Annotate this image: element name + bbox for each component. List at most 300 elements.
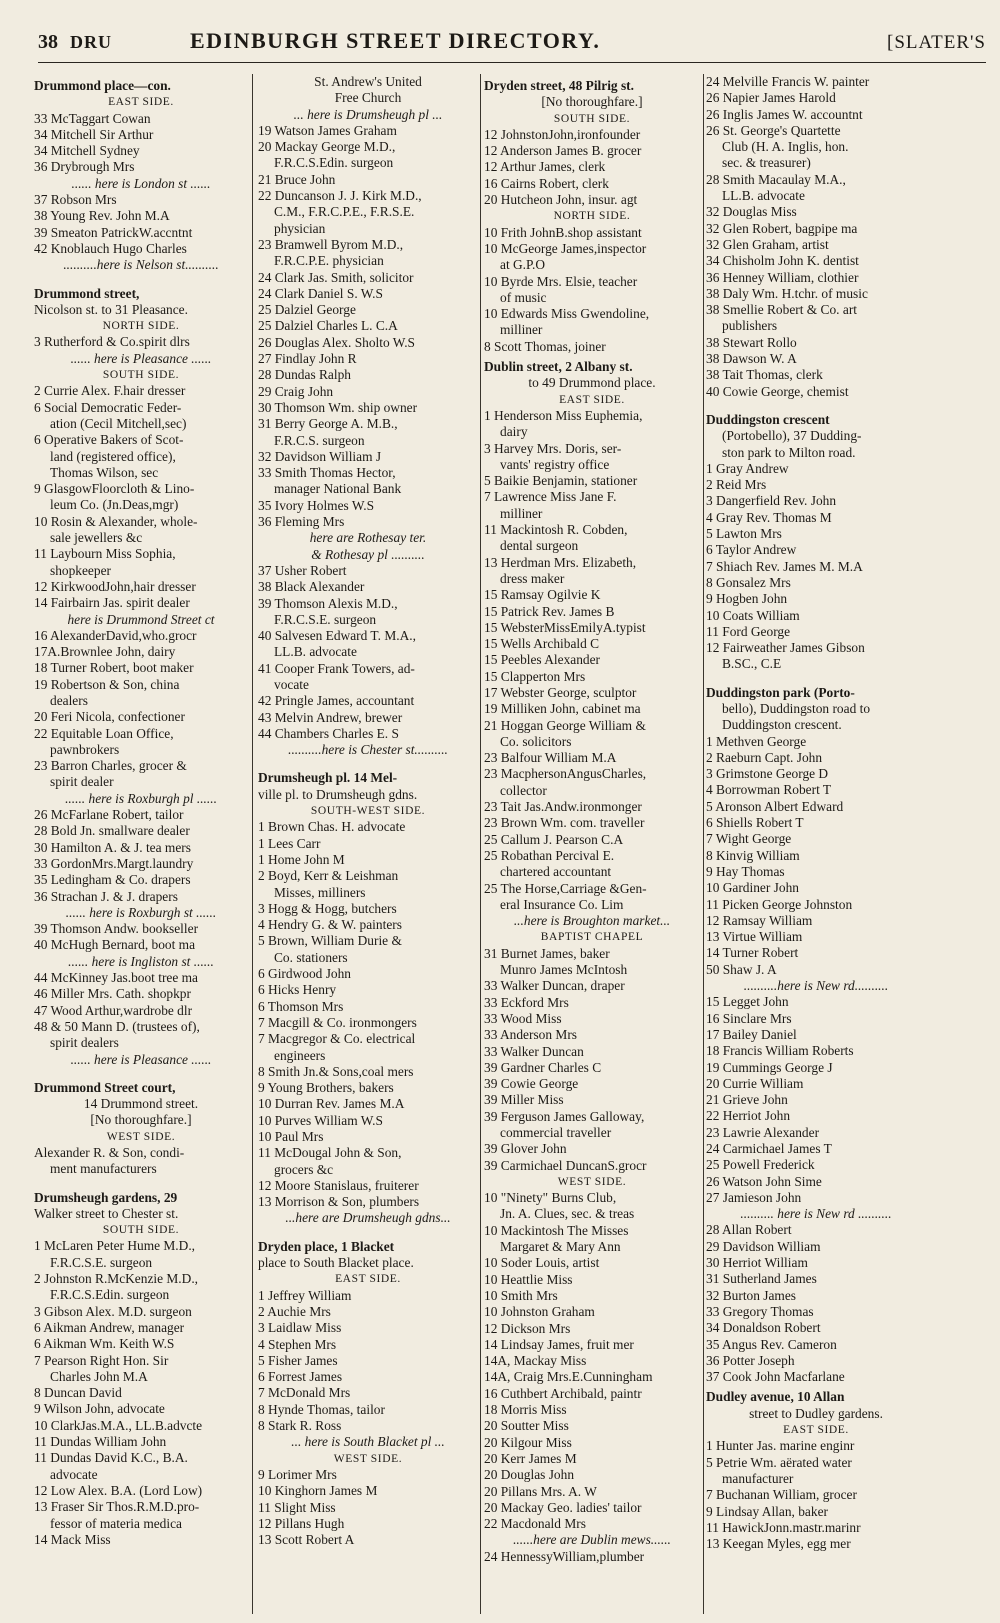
directory-entry: 23 Tait Jas.Andw.ironmonger	[484, 799, 642, 815]
entry-continuation: spirit dealer	[50, 774, 114, 790]
entry-continuation: LL.B. advocate	[722, 188, 805, 204]
directory-entry: 39 Ferguson James Galloway,	[484, 1108, 645, 1124]
directory-entry: 21 Bruce John	[258, 171, 336, 187]
directory-entry: 20 Soutter Miss	[484, 1418, 569, 1434]
directory-entry: 28 Dundas Ralph	[258, 367, 351, 383]
directory-entry: 28 Smith Macaulay M.A.,	[706, 171, 846, 187]
entry-continuation: Co. solicitors	[500, 733, 572, 749]
directory-entry: 16 Sinclare Mrs	[706, 1010, 792, 1026]
directory-entry: 26 Watson John Sime	[706, 1173, 822, 1189]
directory-entry: 7 Lawrence Miss Jane F.	[484, 489, 617, 505]
entry-continuation: dairy	[500, 424, 528, 440]
column-3	[484, 74, 700, 1614]
directory-entry: 35 Ivory Holmes W.S	[258, 497, 375, 513]
directory-entry: 1 Jeffrey William	[258, 1287, 352, 1303]
directory-entry: 13 Fraser Sir Thos.R.M.D.pro-	[34, 1499, 200, 1515]
directory-entry: 31 Sutherland James	[706, 1271, 817, 1287]
directory-entry: 19 Milliken John, cabinet ma	[484, 701, 641, 717]
entry-continuation: engineers	[274, 1047, 326, 1063]
directory-entry: 17A.Brownlee John, dairy	[34, 644, 176, 660]
directory-entry: 23 MacphersonAngusCharles,	[484, 766, 647, 782]
street-heading: Duddingston crescent	[706, 411, 830, 427]
directory-entry: 6 Forrest James	[258, 1369, 343, 1385]
side-label: NORTH SIDE.	[102, 320, 180, 333]
directory-entry: 23 Bramwell Byrom M.D.,	[258, 236, 404, 252]
directory-entry: 13 Scott Robert A	[258, 1532, 355, 1548]
directory-entry: 33 GordonMrs.Margt.laundry	[34, 855, 194, 871]
side-label: EAST SIDE.	[335, 1273, 401, 1286]
cross-street-marker: ... here is South Blacket pl ...	[291, 1434, 445, 1450]
directory-entry: 38 Stewart Rollo	[706, 334, 797, 350]
directory-entry: 44 McKinney Jas.boot tree ma	[34, 970, 198, 986]
directory-entry: 9 Young Brothers, bakers	[258, 1080, 394, 1096]
entry-continuation: F.R.C.S.Edin. surgeon	[50, 1287, 170, 1303]
column-4	[706, 74, 926, 1614]
directory-entry: 17 Bailey Daniel	[706, 1026, 797, 1042]
column-2	[258, 74, 478, 1614]
directory-entry: 2 Raeburn Capt. John	[706, 749, 823, 765]
directory-entry: 22 Macdonald Mrs	[484, 1516, 586, 1532]
directory-entry: 7 Macgill & Co. ironmongers	[258, 1014, 417, 1030]
directory-entry: 10 Durran Rev. James M.A	[258, 1096, 405, 1112]
directory-entry: 31 Berry George A. M.B.,	[258, 416, 398, 432]
directory-entry: 2 Boyd, Kerr & Leishman	[258, 868, 399, 884]
entry-continuation: sec. & treasurer)	[722, 155, 811, 171]
directory-entry: 1 Lees Carr	[258, 835, 321, 851]
directory-entry: 9 Hay Thomas	[706, 863, 785, 879]
entry-continuation: ment manufacturers	[50, 1161, 157, 1177]
spacer	[706, 400, 926, 408]
entry-continuation: vocate	[274, 676, 309, 692]
directory-entry: 41 Cooper Frank Towers, ad-	[258, 660, 415, 676]
directory-entry: 32 Glen Robert, bagpipe ma	[706, 220, 858, 236]
directory-entry: 23 Lawrie Alexander	[706, 1124, 820, 1140]
directory-entry: 11 Slight Miss	[258, 1499, 336, 1515]
directory-entry: 10 Byrde Mrs. Elsie, teacher	[484, 273, 638, 289]
directory-entry: 12 KirkwoodJohn,hair dresser	[34, 578, 196, 594]
directory-entry: 2 Currie Alex. F.hair dresser	[34, 383, 186, 399]
directory-entry: 38 Smellie Robert & Co. art	[706, 302, 857, 318]
directory-entry: 25 The Horse,Carriage &Gen-	[484, 880, 647, 896]
directory-entry: 24 Melville Francis W. painter	[706, 74, 870, 89]
directory-entry: 6 Social Democratic Feder-	[34, 399, 182, 415]
street-heading: Drummond street,	[34, 285, 140, 301]
directory-entry: 22 Equitable Loan Office,	[34, 725, 174, 741]
side-label: SOUTH SIDE.	[102, 1224, 180, 1237]
directory-entry: 32 Burton James	[706, 1287, 797, 1303]
cross-street-marker: ..........here is Chester st..........	[288, 742, 448, 758]
directory-entry: 6 Taylor Andrew	[706, 542, 797, 558]
entry-continuation: spirit dealers	[50, 1035, 119, 1051]
directory-entry: Alexander R. & Son, condi-	[34, 1145, 185, 1160]
directory-entry: 20 Kilgour Miss	[484, 1434, 572, 1450]
directory-entry: 7 Shiach Rev. James M. M.A	[706, 558, 863, 574]
side-label: SOUTH-WEST SIDE.	[310, 805, 426, 818]
entry-continuation: publishers	[722, 318, 778, 334]
directory-entry: 16 Cairns Robert, clerk	[484, 175, 609, 191]
cross-street-marker: ...... here is Pleasance ......	[70, 350, 212, 366]
directory-entry: 38 Black Alexander	[258, 579, 365, 595]
street-heading: Drumsheugh gardens, 29	[34, 1189, 178, 1205]
entry-continuation: Charles John M.A	[50, 1368, 148, 1384]
directory-entry: 4 Borrowman Robert T	[706, 782, 832, 798]
directory-entry: 39 Thomson Andw. bookseller	[34, 921, 199, 937]
directory-entry: 36 Strachan J. & J. drapers	[34, 888, 178, 904]
entry-continuation: chartered accountant	[500, 864, 612, 880]
directory-entry: 9 Lindsay Allan, baker	[706, 1503, 828, 1519]
directory-entry: 20 Douglas John	[484, 1467, 575, 1483]
cross-street-marker: ...here are Drumsheugh gdns...	[285, 1210, 451, 1226]
directory-entry: 20 Mackay Geo. ladies' tailor	[484, 1499, 642, 1515]
street-description: St. Andrew's United	[314, 74, 422, 89]
directory-entry: 33 Wood Miss	[484, 1010, 562, 1026]
directory-entry: 5 Fisher James	[258, 1352, 338, 1368]
cross-street-marker: ... here is Drumsheugh pl ...	[293, 106, 443, 122]
directory-entry: 20 Kerr James M	[484, 1450, 577, 1466]
entry-continuation: C.M., F.R.C.P.E., F.R.S.E.	[274, 204, 415, 220]
directory-entry: 12 Dickson Mrs	[484, 1320, 571, 1336]
directory-entry: 42 Knoblauch Hugo Charles	[34, 240, 187, 256]
entry-continuation: physician	[274, 220, 326, 236]
directory-entry: 15 Ramsay Ogilvie K	[484, 587, 601, 603]
directory-entry: 26 Inglis James W. accountnt	[706, 106, 863, 122]
directory-entry: 6 Girdwood John	[258, 966, 351, 982]
directory-entry: 12 Fairweather James Gibson	[706, 640, 865, 656]
entry-continuation: leum Co. (Jn.Deas,mgr)	[50, 497, 179, 513]
directory-entry: 10 Smith Mrs	[484, 1287, 558, 1303]
street-heading: Dryden place, 1 Blacket	[258, 1238, 395, 1254]
spacer	[34, 1178, 248, 1186]
directory-entry: 38 Young Rev. John M.A	[34, 208, 170, 224]
directory-entry: 20 Currie William	[706, 1075, 804, 1091]
entry-continuation: of music	[500, 289, 547, 305]
entry-continuation: collector	[500, 782, 547, 798]
directory-entry: place to South Blacket place.	[258, 1255, 414, 1271]
directory-entry: 13 Herdman Mrs. Elizabeth,	[484, 554, 637, 570]
directory-entry: 10 Kinghorn James M	[258, 1483, 378, 1499]
directory-entry: 2 Johnston R.McKenzie M.D.,	[34, 1271, 199, 1287]
directory-entry: 1 Hunter Jas. marine enginr	[706, 1438, 855, 1454]
publisher-mark: [SLATER'S	[887, 32, 986, 53]
directory-entry: 10 Frith JohnB.shop assistant	[484, 224, 642, 240]
spacer	[34, 1068, 248, 1076]
directory-entry: 37 Cook John Macfarlane	[706, 1369, 845, 1385]
directory-entry: 12 JohnstonJohn,ironfounder	[484, 126, 641, 142]
directory-entry: 14A, Mackay Miss	[484, 1353, 587, 1369]
entry-continuation: grocers &c	[274, 1161, 334, 1177]
directory-entry: 25 Robathan Percival E.	[484, 847, 615, 863]
directory-entry: 24 Clark Jas. Smith, solicitor	[258, 269, 414, 285]
directory-entry: 24 Clark Daniel S. W.S	[258, 285, 383, 301]
street-heading: Drummond place—con.	[34, 78, 171, 93]
directory-entry: 27 Findlay John R	[258, 351, 357, 367]
directory-entry: 33 Walker Duncan, draper	[484, 978, 625, 994]
directory-entry: 15 Clapperton Mrs	[484, 668, 586, 684]
entry-continuation: F.R.C.S.E. surgeon	[50, 1254, 153, 1270]
entry-continuation: at G.P.O	[500, 257, 546, 273]
street-heading: Drumsheugh pl. 14 Mel-	[258, 770, 398, 786]
directory-entry: 36 Potter Joseph	[706, 1352, 795, 1368]
directory-entry: 6 Aikman Andrew, manager	[34, 1319, 185, 1335]
directory-entry: 50 Shaw J. A	[706, 961, 777, 977]
entry-continuation: advocate	[50, 1466, 98, 1482]
directory-entry: 6 Aikman Wm. Keith W.S	[34, 1336, 175, 1352]
side-label: WEST SIDE.	[333, 1452, 403, 1465]
street-heading: Dryden street, 48 Pilrig st.	[484, 78, 634, 93]
directory-entry: 9 Lorimer Mrs	[258, 1466, 337, 1482]
side-label: SOUTH SIDE.	[553, 112, 631, 125]
directory-entry: 12 Moore Stanislaus, fruiterer	[258, 1177, 419, 1193]
entry-continuation: eral Insurance Co. Lim	[500, 896, 624, 912]
entry-continuation: B.SC., C.E	[722, 656, 782, 672]
column-divider	[480, 74, 481, 1614]
directory-entry: 13 Morrison & Son, plumbers	[258, 1194, 420, 1210]
directory-entry: 20 Pillans Mrs. A. W	[484, 1483, 597, 1499]
directory-entry: 1 Brown Chas. H. advocate	[258, 819, 406, 835]
directory-entry: 34 Mitchell Sydney	[34, 143, 140, 159]
directory-entry: 28 Allan Robert	[706, 1222, 792, 1238]
directory-entry: 48 & 50 Mann D. (trustees of),	[34, 1018, 200, 1034]
directory-entry: 36 Drybrough Mrs	[34, 159, 135, 175]
cross-street-marker: ......here are Dublin mews......	[513, 1532, 671, 1548]
directory-entry: 8 Duncan David	[34, 1385, 122, 1401]
cross-street-marker: here are Rothesay ter.	[309, 530, 427, 546]
directory-entry: 9 Hogben John	[706, 591, 788, 607]
directory-entry: 38 Dawson W. A	[706, 351, 797, 367]
directory-entry: 14 Mack Miss	[34, 1531, 111, 1547]
directory-entry: 7 Wight George	[706, 831, 792, 847]
directory-entry: 1 Home John M	[258, 851, 345, 867]
cross-street-marker: ..........here is New rd..........	[743, 978, 889, 994]
directory-entry: 10 Edwards Miss Gwendoline,	[484, 306, 650, 322]
directory-entry: 11 McDougal John & Son,	[258, 1145, 402, 1161]
cross-street-marker: & Rothesay pl ..........	[311, 546, 425, 562]
directory-entry: 38 Tait Thomas, clerk	[706, 367, 823, 383]
directory-entry: 20 Hutcheon John, insur. agt	[484, 192, 638, 208]
directory-entry: 12 Low Alex. B.A. (Lord Low)	[34, 1482, 203, 1498]
directory-entry: 24 HennessyWilliam,plumber	[484, 1548, 645, 1564]
directory-entry: 20 Feri Nicola, confectioner	[34, 709, 185, 725]
directory-entry: 15 Peebles Alexander	[484, 652, 601, 668]
entry-continuation: Munro James McIntosh	[500, 962, 628, 978]
directory-entry: 32 Douglas Miss	[706, 204, 797, 220]
directory-entry: 13 Keegan Myles, egg mer	[706, 1536, 851, 1552]
directory-entry: 12 Arthur James, clerk	[484, 159, 606, 175]
side-label: WEST SIDE.	[106, 1130, 176, 1143]
directory-entry: 8 Kinvig William	[706, 847, 800, 863]
cross-street-marker: ...... here is Roxburgh pl ......	[65, 790, 217, 806]
directory-entry: 3 Gibson Alex. M.D. surgeon	[34, 1303, 192, 1319]
entry-continuation: dental surgeon	[500, 538, 579, 554]
entry-continuation: Jn. A. Clues, sec. & treas	[500, 1206, 635, 1222]
entry-continuation: Co. stationers	[274, 949, 348, 965]
entry-continuation: Duddingston crescent.	[722, 717, 842, 733]
directory-entry: 10 Purves William W.S	[258, 1112, 383, 1128]
street-heading: Dublin street, 2 Albany st.	[484, 359, 633, 375]
directory-entry: 11 Dundas David K.C., B.A.	[34, 1450, 188, 1466]
cross-street-marker: ...... here is Pleasance ......	[70, 1051, 212, 1067]
side-label: EAST SIDE.	[559, 393, 625, 406]
directory-entry: 39 Cowie George	[484, 1076, 579, 1092]
entry-continuation: F.R.C.S. surgeon	[274, 432, 365, 448]
entry-continuation: ation (Cecil Mitchell,sec)	[50, 415, 187, 431]
directory-entry: 27 Jamieson John	[706, 1189, 802, 1205]
directory-entry: 23 Brown Wm. com. traveller	[484, 815, 645, 831]
directory-entry: 8 Gonsalez Mrs	[706, 574, 791, 590]
directory-entry: 6 Shiells Robert T	[706, 815, 804, 831]
directory-entry: 21 Grieve John	[706, 1092, 788, 1108]
directory-entry: 5 Aronson Albert Edward	[706, 798, 844, 814]
directory-entry: 8 Scott Thomas, joiner	[484, 338, 606, 354]
page-title: EDINBURGH STREET DIRECTORY.	[190, 28, 601, 53]
column-1	[34, 74, 248, 1614]
directory-entry: 39 Glover John	[484, 1141, 567, 1157]
cross-street-marker: here is Drummond Street ct	[67, 611, 215, 627]
street-heading: Duddingston park (Porto-	[706, 684, 855, 700]
directory-entry: 32 Davidson William J	[258, 448, 382, 464]
directory-entry: 29 Craig John	[258, 383, 334, 399]
directory-entry: 19 Watson James Graham	[258, 122, 397, 138]
entry-continuation: Misses, milliners	[274, 884, 366, 900]
directory-entry: 40 Salvesen Edward T. M.A.,	[258, 628, 416, 644]
directory-entry: 39 Carmichael DuncanS.grocr	[484, 1157, 647, 1173]
directory-entry: 39 Smeaton PatrickW.accntnt	[34, 224, 193, 240]
directory-entry: 5 Brown, William Durie &	[258, 933, 402, 949]
directory-entry: 9 GlasgowFloorcloth & Lino-	[34, 481, 195, 497]
entry-continuation: Margaret & Mary Ann	[500, 1239, 621, 1255]
directory-entry: 15 Wells Archibald C	[484, 636, 600, 652]
street-description: to 49 Drummond place.	[528, 375, 656, 391]
column-divider	[703, 74, 704, 1614]
directory-entry: 11 Mackintosh R. Cobden,	[484, 522, 628, 538]
directory-entry: 10 Paul Mrs	[258, 1129, 324, 1144]
directory-entry: 6 Thomson Mrs	[258, 998, 344, 1014]
directory-entry: 36 Henney William, clothier	[706, 269, 859, 285]
side-label: EAST SIDE.	[108, 96, 174, 109]
spacer	[706, 673, 926, 681]
directory-entry: 3 Hogg & Hogg, butchers	[258, 900, 397, 916]
directory-entry: 11 Laybourn Miss Sophia,	[34, 546, 176, 562]
directory-entry: 10 Gardiner John	[706, 880, 799, 896]
directory-entry: 24 Carmichael James T	[706, 1141, 832, 1156]
directory-entry: 30 Herriot William	[706, 1255, 808, 1271]
street-description: 14 Drummond street.	[83, 1096, 199, 1112]
entry-continuation: ston park to Milton road.	[722, 444, 856, 460]
directory-entry: 39 Miller Miss	[484, 1092, 564, 1108]
entry-continuation: sale jewellers &c	[50, 530, 143, 546]
directory-entry: 26 Douglas Alex. Sholto W.S	[258, 334, 415, 350]
directory-entry: 7 Macgregor & Co. electrical	[258, 1031, 416, 1047]
directory-entry: 32 Glen Graham, artist	[706, 236, 829, 252]
entry-continuation: LL.B. advocate	[274, 644, 357, 660]
directory-entry: ville pl. to Drumsheugh gdns.	[258, 786, 418, 802]
directory-entry: 10 McGeorge James,inspector	[484, 240, 647, 256]
directory-entry: 10 Rosin & Alexander, whole-	[34, 513, 198, 529]
directory-entry: 14 Lindsay James, fruit mer	[484, 1336, 634, 1352]
page-header	[38, 28, 986, 63]
directory-entry: 25 Powell Frederick	[706, 1157, 815, 1173]
directory-entry: Walker street to Chester st.	[34, 1205, 179, 1221]
directory-entry: 2 Auchie Mrs	[258, 1303, 331, 1319]
directory-entry: 26 Napier James Harold	[706, 90, 836, 106]
directory-entry: 39 Gardner Charles C	[484, 1059, 602, 1075]
directory-entry: 5 Petrie Wm. aërated water	[706, 1454, 852, 1470]
directory-entry: 11 Dundas William John	[34, 1434, 167, 1450]
side-label: WEST SIDE.	[557, 1175, 627, 1188]
directory-entry: 4 Stephen Mrs	[258, 1336, 337, 1352]
directory-entry: 11 HawickJonn.mastr.marinr	[706, 1519, 861, 1535]
directory-entry: 3 Laidlaw Miss	[258, 1320, 342, 1336]
directory-entry: 36 Fleming Mrs	[258, 514, 345, 530]
directory-entry: 35 Angus Rev. Cameron	[706, 1336, 837, 1352]
directory-entry: 29 Davidson William	[706, 1238, 821, 1254]
directory-entry: 10 Soder Louis, artist	[484, 1255, 600, 1271]
side-label: BAPTIST CHAPEL	[540, 931, 644, 944]
directory-entry: 23 Balfour William M.A	[484, 750, 617, 766]
entry-continuation: shopkeeper	[50, 562, 111, 578]
directory-entry: 8 Smith Jn.& Sons,coal mers	[258, 1063, 414, 1079]
directory-entry: 14A, Craig Mrs.E.Cunningham	[484, 1369, 653, 1385]
page-abbrev: DRU	[70, 32, 112, 52]
directory-entry: 20 Mackay George M.D.,	[258, 139, 396, 155]
directory-entry: 25 Dalziel George	[258, 302, 356, 318]
cross-street-marker: ..........here is Nelson st..........	[63, 257, 219, 273]
directory-entry: 7 McDonald Mrs	[258, 1385, 351, 1401]
directory-entry: 30 Hamilton A. & J. tea mers	[34, 839, 191, 855]
street-description: street to Dudley gardens.	[749, 1405, 883, 1421]
directory-entry: 11 Picken George Johnston	[706, 896, 853, 912]
directory-entry: 33 Eckford Mrs	[484, 994, 569, 1010]
directory-entry: 47 Wood Arthur,wardrobe dlr	[34, 1002, 193, 1018]
directory-entry: 9 Wilson John, advocate	[34, 1401, 165, 1417]
directory-entry: 31 Burnet James, baker	[484, 945, 610, 961]
directory-entry: 40 Cowie George, chemist	[706, 383, 849, 399]
directory-entry: 33 Gregory Thomas	[706, 1303, 814, 1319]
directory-entry: 17 Webster George, sculptor	[484, 684, 637, 700]
cross-street-marker: ...... here is Ingliston st ......	[68, 953, 214, 969]
directory-entry: 26 McFarlane Robert, tailor	[34, 807, 184, 823]
entry-continuation: land (registered office),	[50, 448, 176, 464]
directory-entry: 46 Miller Mrs. Cath. shopkpr	[34, 986, 191, 1002]
directory-entry: 1 McLaren Peter Hume M.D.,	[34, 1238, 196, 1254]
directory-entry: 35 Ledingham & Co. drapers	[34, 872, 191, 888]
directory-entry: 12 Pillans Hugh	[258, 1515, 345, 1531]
directory-entry: 33 McTaggart Cowan	[34, 110, 151, 126]
directory-entry: 1 Methven George	[706, 733, 807, 749]
entry-continuation: Thomas Wilson, sec	[50, 464, 159, 480]
entry-continuation: (Portobello), 37 Dudding-	[722, 428, 862, 444]
entry-continuation: milliner	[500, 322, 543, 338]
directory-entry: 8 Hynde Thomas, tailor	[258, 1401, 385, 1417]
directory-entry: 3 Harvey Mrs. Doris, ser-	[484, 440, 622, 456]
directory-entry: 12 Anderson James B. grocer	[484, 143, 642, 159]
directory-entry: 34 Chisholm John K. dentist	[706, 253, 859, 269]
entry-continuation: commercial traveller	[500, 1125, 612, 1140]
directory-entry: 25 Callum J. Pearson C.A	[484, 831, 624, 847]
directory-entry: 7 Buchanan William, grocer	[706, 1487, 857, 1503]
directory-entry: 37 Robson Mrs	[34, 192, 117, 208]
directory-entry: 8 Stark R. Ross	[258, 1418, 342, 1434]
directory-entry: 10 Heattlie Miss	[484, 1271, 573, 1287]
directory-entry: 15 Legget John	[706, 994, 789, 1010]
entry-continuation: dealers	[50, 692, 88, 708]
directory-entry: 7 Pearson Right Hon. Sir	[34, 1352, 169, 1368]
side-label: EAST SIDE.	[783, 1424, 849, 1437]
directory-entry: 10 ClarkJas.M.A., LL.B.advcte	[34, 1417, 203, 1433]
directory-entry: 10 Mackintosh The Misses	[484, 1222, 629, 1238]
directory-entry: 34 Mitchell Sir Arthur	[34, 126, 154, 142]
directory-entry: 3 Grimstone George D	[706, 766, 829, 782]
